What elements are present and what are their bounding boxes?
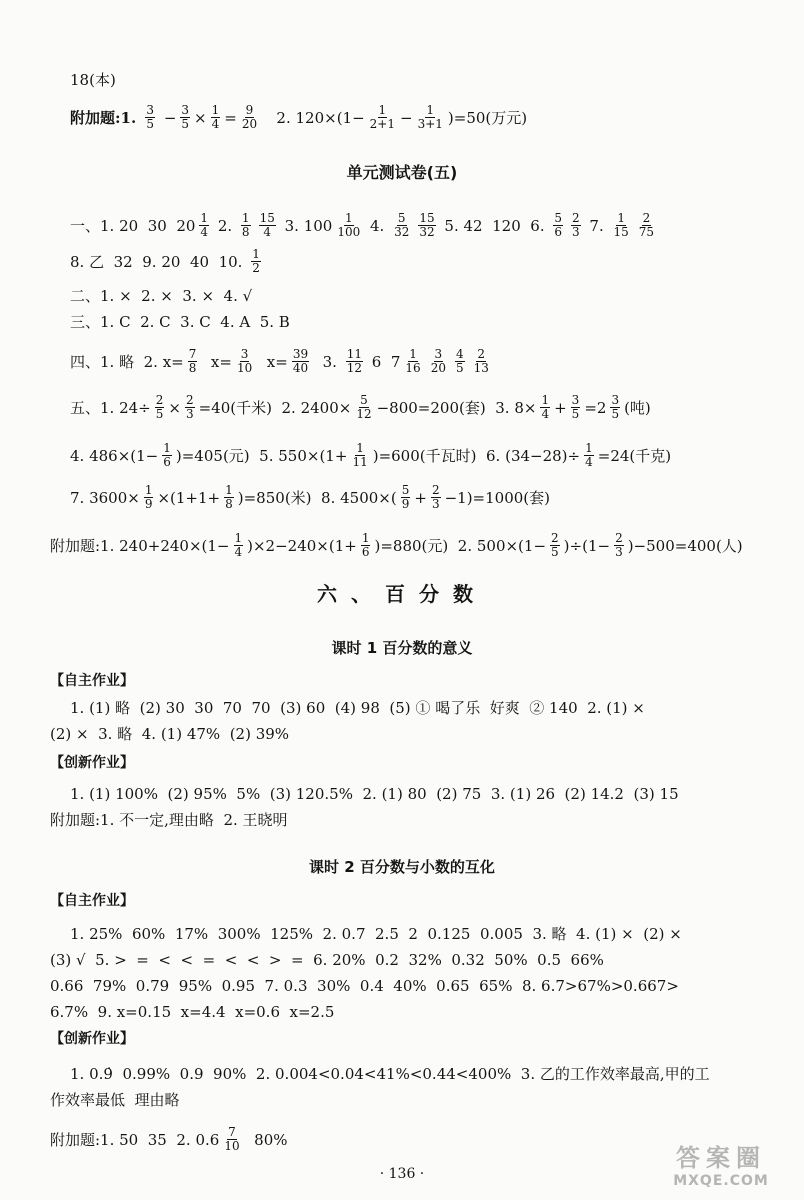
tag-self-work: 【自主作业】 (50, 673, 134, 689)
fraction: $\frac{3}{10}$ (236, 347, 253, 375)
fraction: $\frac{1}{3+1}$ (417, 103, 443, 131)
lesson2-line-1: 1. 25% 60% 17% 300% 125% 2. 0.7 2.5 2 0.125 0.005 3. 略 4. (1) × (2) × (70, 925, 682, 943)
fraction: $\frac{5}{6}$ (554, 211, 563, 239)
fraction: $\frac{1}{16}$ (405, 347, 421, 375)
fraction: $\frac{3}{5}$ (571, 393, 580, 421)
section-title-test5: 单元测试卷(五) (346, 163, 458, 182)
answer-line-8: 7. 3600× $\frac{1}{9}$ ×(1+1+ $\frac{1}{8}$ )=850(米) 8. 4500×( $\frac{5}{9}$ + $\frac{2}{3}$ −1)=1000(套) (70, 483, 551, 511)
fraction: $\frac{1}{6}$ (163, 441, 171, 469)
answer-line-6: 五、1. 24÷ $\frac{2}{5}$ × $\frac{2}{3}$ =40(千米) 2. 2400× $\frac{5}{12}$ −800=200(套) 3. 8× $\frac{1}{4}$ + $\frac{3}{5}$ =2 $\frac{3}{5}$ (吨) (70, 393, 651, 421)
answer-line-7: 4. 486×(1− $\frac{1}{6}$ )=405(元) 5. 550×(1+ $\frac{1}{11}$ )=600(千瓦时) 6. (34−28)÷ $\frac{1}{4}$ =24(千克) (70, 441, 672, 469)
lesson1-line-2: (2) × 3. 略 4. (1) 47% (2) 39% (50, 725, 290, 743)
fraction: $\frac{1}{2+1}$ (369, 103, 395, 131)
lesson1-line-1: 1. (1) 略 (2) 30 30 70 70 (3) 60 (4) 98 (5) ① 喝了乐 好爽 ② 140 2. (1) × (70, 699, 645, 717)
fraction: $\frac{7}{10}$ (224, 1125, 240, 1153)
tag-innovation-work: 【创新作业】 (50, 1031, 134, 1047)
answer-line-2: 8. 乙 32 9. 20 40 10. $\frac{1}{2}$ (70, 247, 260, 275)
fraction: $\frac{2}{3}$ (615, 531, 623, 559)
fraction: $\frac{1}{15}$ (613, 211, 629, 239)
fraction: $\frac{5}{9}$ (401, 483, 410, 511)
lesson2-line-2: (3) √ 5. > = < < = < < > = 6. 20% 0.2 32% 0.32 50% 0.5 66% (50, 951, 604, 969)
fraction: $\frac{2}{3}$ (431, 483, 440, 511)
fraction: $\frac{1}{4}$ (211, 103, 220, 131)
fraction: $\frac{3}{5}$ (146, 103, 155, 131)
extra-question-line: 附加题:1. $\frac{3}{5}$ − $\frac{3}{5}$ × $\frac{1}{4}$ = $\frac{9}{20}$ 2. 120×(1− $\frac{1}{2+1}$ − $\frac{1}{3+1}$ )=50(万元) (70, 103, 528, 131)
fraction: $\frac{3}{20}$ (430, 347, 446, 375)
fraction: $\frac{1}{6}$ (361, 531, 370, 559)
fraction: $\frac{5}{32}$ (394, 211, 410, 239)
fraction: $\frac{2}{3}$ (185, 393, 194, 421)
lesson2-extra: 附加题:1. 50 35 2. 0.6 $\frac{7}{10}$ 80% (50, 1125, 288, 1153)
fraction: $\frac{1}{8}$ (225, 483, 233, 511)
fraction: $\frac{15}{4}$ (259, 211, 275, 239)
fraction: $\frac{4}{5}$ (455, 347, 464, 375)
fraction: $\frac{2}{75}$ (638, 211, 655, 239)
fraction: $\frac{11}{12}$ (346, 347, 362, 375)
watermark-logo: 答案圈 MXQE.COM (673, 1144, 769, 1189)
lesson2-line-4: 6.7% 9. x=0.15 x=4.4 x=0.6 x=2.5 (50, 1003, 335, 1021)
lesson-1-title: 课时 1 百分数的意义 (331, 639, 473, 657)
fraction: $\frac{1}{8}$ (241, 211, 250, 239)
lesson1-line-3: 1. (1) 100% (2) 95% 5% (3) 120.5% 2. (1) 80 (2) 75 3. (1) 26 (2) 14.2 (3) 15 (70, 785, 679, 803)
unit-title: 六、百分数 (317, 582, 487, 606)
lesson2-line-5: 1. 0.9̇ 0.99% 0.9 90% 2. 0.004<0.04<41%<0.44<400% 3. 乙的工作效率最高,甲的工 (70, 1065, 710, 1083)
fraction: $\frac{3}{5}$ (181, 103, 190, 131)
fraction: $\frac{1}{2}$ (252, 247, 260, 275)
fraction: $\frac{2}{5}$ (551, 531, 559, 559)
fraction: $\frac{9}{20}$ (241, 103, 258, 131)
fraction: $\frac{1}{4}$ (541, 393, 550, 421)
tag-self-work: 【自主作业】 (50, 893, 134, 909)
fraction: $\frac{5}{12}$ (356, 393, 372, 421)
extra-question-test5: 附加题:1. 240+240×(1− $\frac{1}{4}$ )×2−240×(1+ $\frac{1}{6}$ )=880(元) 2. 500×(1− $\frac{2}{5}$ )÷(1− $\frac{2}{3}$ )−500=400(人) (50, 531, 743, 559)
fraction: $\frac{1}{100}$ (337, 211, 361, 239)
lesson-2-title: 课时 2 百分数与小数的互化 (309, 858, 495, 876)
fraction: $\frac{2}{13}$ (473, 347, 489, 375)
fraction: $\frac{15}{32}$ (419, 211, 435, 239)
answer-line-4: 三、1. C 2. C 3. C 4. A 5. B (70, 313, 290, 331)
fraction: $\frac{39}{40}$ (292, 347, 309, 375)
line-18-ben: 18(本) (70, 71, 116, 89)
fraction: $\frac{1}{4}$ (200, 211, 209, 239)
fraction: $\frac{2}{5}$ (155, 393, 164, 421)
fraction: $\frac{1}{4}$ (234, 531, 243, 559)
answer-line-3: 二、1. × 2. × 3. × 4. √ (70, 287, 253, 305)
lesson2-line-6: 作效率最低 理由略 (50, 1091, 180, 1109)
tag-innovation-work: 【创新作业】 (50, 755, 134, 771)
answer-line-5: 四、1. 略 2. x= $\frac{7}{8}$ x= $\frac{3}{10}$ x= $\frac{39}{40}$ 3. $\frac{11}{12}$ 6 7 $\frac{1}{16}$ $\frac{3}{20}$ $\frac{4}{5}$ $\frac{2}{13}$ (70, 347, 489, 375)
fraction: $\frac{1}{4}$ (585, 441, 593, 469)
fraction: $\frac{1}{11}$ (352, 441, 368, 469)
answer-line-1: 一、1. 20 30 20 $\frac{1}{4}$ 2. $\frac{1}{8}$ $\frac{15}{4}$ 3. 100 $\frac{1}{100}$ 4. $\frac{5}{32}$ $\frac{15}{32}$ 5. 42 120 6. $\frac{5}{6}$ $\frac{2}{3}$ 7. $\frac{1}{15}$ $\frac{2}{75}$ (70, 211, 655, 239)
fraction: $\frac{1}{9}$ (144, 483, 153, 511)
fraction: $\frac{2}{3}$ (572, 211, 580, 239)
fraction: $\frac{3}{5}$ (611, 393, 620, 421)
page-number: · 136 · (379, 1166, 425, 1182)
lesson1-extra: 附加题:1. 不一定,理由略 2. 王晓明 (50, 811, 288, 829)
fraction: $\frac{7}{8}$ (188, 347, 197, 375)
lesson2-line-3: 0.66 79% 0.79 95% 0.95 7. 0.3 30% 0.4 40% 0.65 65% 8. 6.7>67%>0.667> (50, 977, 679, 995)
